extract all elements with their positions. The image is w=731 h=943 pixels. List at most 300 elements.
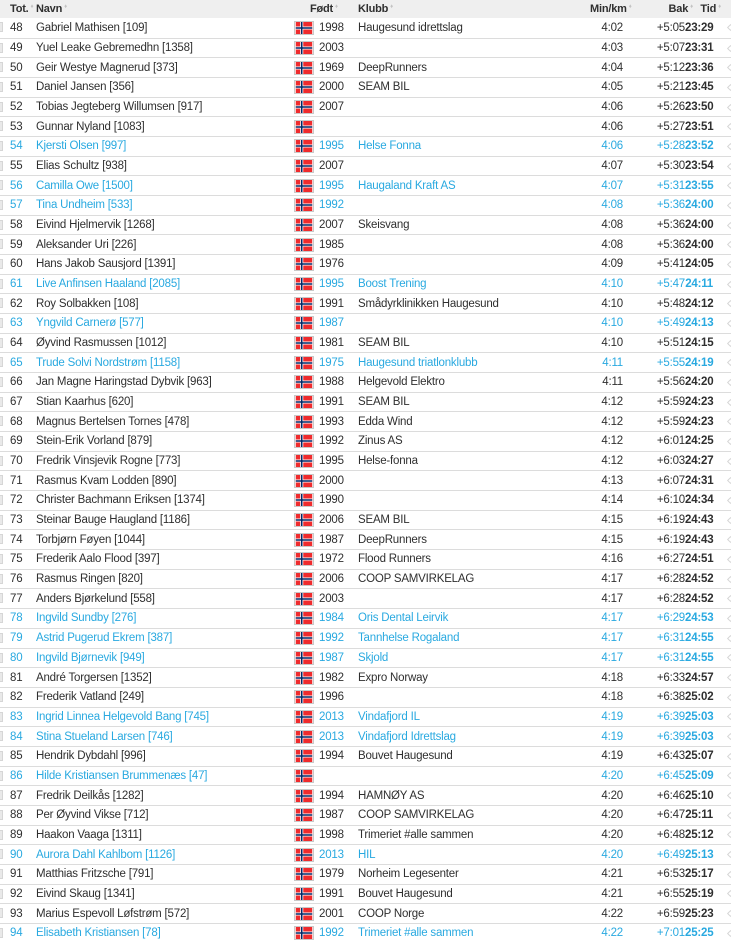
row-left-cut-icon [0,200,3,210]
cell-runner-name[interactable]: Aleksander Uri [226] [36,238,137,251]
table-row[interactable] [0,726,731,746]
row-left-cut-icon [0,436,3,446]
cell-club: Zinus AS [358,435,403,448]
cell-min-per-km: 4:20 [601,789,623,802]
table-row[interactable] [0,136,731,156]
cell-birth-year: 1979 [319,868,344,881]
cell-min-per-km: 4:17 [601,573,623,586]
row-right-cut-icon[interactable] [713,360,731,365]
cell-runner-name[interactable]: Anders Bjørkelund [558] [36,592,155,605]
row-right-cut-icon[interactable] [713,124,731,129]
cell-min-per-km: 4:17 [601,592,623,605]
cell-runner-name[interactable]: Eivind Hjelmervik [1268] [36,219,155,232]
row-right-cut-icon[interactable] [713,380,731,385]
sort-icon[interactable]: ♦ [718,4,721,10]
row-right-cut-icon[interactable] [713,478,731,483]
row-left-cut-icon [0,338,3,348]
table-row[interactable] [0,864,731,884]
row-action-fragment [727,595,731,602]
table-row[interactable] [0,667,731,687]
cell-behind: +5:59 [656,415,685,428]
table-row[interactable] [0,549,731,569]
table-row[interactable] [0,844,731,864]
cell-position: 58 [10,219,23,232]
row-right-cut-icon[interactable] [713,577,731,582]
cell-runner-name[interactable]: Magnus Bertelsen Tornes [478] [36,415,190,428]
row-right-cut-icon[interactable] [713,734,731,739]
cell-position: 81 [10,671,23,684]
row-right-cut-icon[interactable] [713,242,731,247]
cell-time: 24:27 [685,455,714,468]
cell-time: 25:13 [685,848,714,861]
cell-birth-year: 1994 [319,789,344,802]
cell-runner-name[interactable]: Ingrid Linnea Helgevold Bang [745] [36,710,209,723]
row-left-cut-icon [0,830,3,840]
sort-icon[interactable]: ♦ [335,4,338,10]
table-row[interactable] [0,18,731,38]
cell-behind: +5:26 [656,101,685,114]
cell-runner-name[interactable]: Matthias Fritzsche [791] [36,868,154,881]
row-right-cut-icon[interactable] [713,714,731,719]
cell-runner-name[interactable]: Tina Undheim [533] [36,199,133,212]
row-right-cut-icon[interactable] [713,144,731,149]
cell-min-per-km: 4:06 [601,140,623,153]
cell-birth-year: 1987 [319,533,344,546]
cell-club: Helse Fonna [358,140,422,153]
cell-time: 24:23 [685,415,714,428]
cell-behind: +6:27 [656,553,685,566]
cell-position: 64 [10,337,23,350]
cell-min-per-km: 4:21 [601,868,623,881]
row-right-cut-icon[interactable] [713,164,731,169]
row-right-cut-icon[interactable] [713,400,731,405]
cell-runner-name[interactable]: Rasmus Kvam Lodden [890] [36,474,177,487]
norway-flag-icon [295,593,319,605]
header-tid[interactable] [685,3,721,15]
cell-runner-name[interactable]: Christer Bachmann Eriksen [1374] [36,494,205,507]
sort-icon[interactable]: ♦ [390,4,394,10]
cell-behind: +6:38 [656,691,685,704]
table-row[interactable] [0,805,731,825]
row-right-cut-icon[interactable] [713,636,731,641]
row-left-cut-icon [0,279,3,289]
row-right-cut-icon[interactable] [713,616,731,621]
cell-runner-name[interactable]: Øyvind Rasmussen [1012] [36,337,167,350]
header-navn[interactable] [36,3,295,15]
cell-runner-name[interactable]: Ingvild Sundby [276] [36,612,137,625]
row-right-cut-icon[interactable] [713,891,731,896]
norway-flag-icon [295,376,319,388]
row-left-cut-icon [0,121,3,131]
cell-runner-name[interactable]: Hilde Kristiansen Brummenæs [47] [36,769,208,782]
row-right-cut-icon[interactable] [713,46,731,51]
row-right-cut-icon[interactable] [713,655,731,660]
header-navn-label: Navn [36,3,63,15]
cell-runner-name[interactable]: Eivind Skaug [1341] [36,887,135,900]
cell-runner-name[interactable]: Aurora Dahl Kahlbom [1126] [36,848,176,861]
row-right-cut-icon[interactable] [713,203,731,208]
cell-runner-name[interactable]: Per Øyvind Vikse [712] [36,809,149,822]
header-fodt[interactable] [295,3,358,15]
cell-runner-name[interactable]: Frederik Vatland [249] [36,691,144,704]
cell-behind: +6:28 [656,573,685,586]
cell-position: 73 [10,514,23,527]
row-left-cut-icon [0,22,3,32]
row-right-cut-icon[interactable] [713,518,731,523]
table-row[interactable] [0,175,731,195]
row-right-cut-icon[interactable] [713,773,731,778]
norway-flag-icon [295,534,319,546]
row-left-cut-icon [0,515,3,525]
row-right-cut-icon[interactable] [713,341,731,346]
table-row[interactable] [0,38,731,58]
cell-runner-name[interactable]: Steinar Bauge Haugland [1186] [36,514,190,527]
row-left-cut-icon [0,259,3,269]
cell-min-per-km: 4:18 [601,671,623,684]
row-right-cut-icon[interactable] [713,105,731,110]
row-right-cut-icon[interactable] [713,832,731,837]
table-row[interactable] [0,333,731,353]
cell-behind: +5:07 [656,42,685,54]
cell-runner-name[interactable]: Camilla Owe [1500] [36,179,133,192]
table-row[interactable] [0,77,731,97]
cell-time: 25:03 [685,710,714,723]
cell-birth-year: 1976 [319,258,344,271]
header-bak-label: Bak [668,3,689,15]
cell-runner-name[interactable]: Stina Stueland Larsen [746] [36,730,173,743]
header-klubb-label: Klubb [358,3,389,15]
cell-time: 24:51 [685,553,714,566]
cell-behind: +5:47 [656,278,685,291]
row-left-cut-icon [0,731,3,741]
cell-behind: +6:31 [656,632,685,645]
cell-time: 24:52 [685,592,714,605]
norway-flag-icon [295,62,319,74]
cell-runner-name[interactable]: Gabriel Mathisen [109] [36,21,148,34]
table-row[interactable] [0,766,731,786]
row-action-fragment [727,162,731,169]
cell-runner-name[interactable]: Tobias Jegteberg Willumsen [917] [36,101,203,114]
row-action-fragment [727,84,731,91]
row-right-cut-icon[interactable] [713,301,731,306]
header-bak[interactable] [623,3,693,15]
table-row[interactable] [0,923,731,943]
row-right-cut-icon[interactable] [713,25,731,30]
cell-position: 51 [10,81,23,94]
norway-flag-icon [295,809,319,821]
table-row[interactable] [0,628,731,648]
table-row[interactable] [0,195,731,215]
cell-time: 24:31 [685,474,714,487]
table-row[interactable] [0,490,731,510]
table-row[interactable] [0,372,731,392]
table-row[interactable] [0,785,731,805]
cell-birth-year: 1984 [319,612,344,625]
row-left-cut-icon [0,908,3,918]
header-tot[interactable] [0,3,36,15]
table-row[interactable] [0,451,731,471]
cell-runner-name[interactable]: Yngvild Carnerø [577] [36,317,144,330]
row-action-fragment [727,694,731,701]
row-left-cut-icon [0,574,3,584]
cell-position: 75 [10,553,23,566]
header-minkm[interactable] [590,3,632,15]
table-row[interactable] [0,588,731,608]
cell-runner-name[interactable]: Jan Magne Haringstad Dybvik [963] [36,376,212,389]
norway-flag-icon [295,553,319,565]
cell-min-per-km: 4:13 [601,474,623,487]
table-row[interactable] [0,254,731,274]
cell-position: 59 [10,238,23,251]
cell-runner-name[interactable]: Stian Kaarhus [620] [36,396,134,409]
norway-flag-icon [295,435,319,447]
cell-birth-year: 1992 [319,199,344,212]
cell-club: Norheim Legesenter [358,868,459,881]
cell-runner-name[interactable]: Daniel Jansen [356] [36,81,134,94]
cell-birth-year: 1998 [319,21,344,34]
cell-club: Bouvet Haugesund [358,887,453,900]
table-row[interactable] [0,746,731,766]
table-row[interactable] [0,313,731,333]
cell-runner-name[interactable]: Torbjørn Føyen [1044] [36,533,145,546]
cell-behind: +6:48 [656,828,685,841]
cell-runner-name[interactable]: Yuel Leake Gebremedhn [1358] [36,42,193,54]
sort-icon[interactable]: ♦ [64,4,67,10]
table-row[interactable] [0,392,731,412]
cell-position: 67 [10,396,23,409]
row-left-cut-icon [0,495,3,505]
cell-runner-name[interactable]: Marius Espevoll Løfstrøm [572] [36,907,190,920]
row-action-fragment [727,713,731,720]
cell-min-per-km: 4:03 [601,42,623,54]
sort-icon[interactable]: ♦ [30,4,34,10]
cell-time: 24:43 [685,514,714,527]
norway-flag-icon [295,22,319,34]
sort-icon[interactable]: ♦ [628,4,632,10]
cell-time: 24:55 [685,632,714,645]
table-row[interactable] [0,707,731,727]
table-row[interactable] [0,687,731,707]
cell-birth-year: 2003 [319,42,344,54]
cell-runner-name[interactable]: Astrid Pugerud Ekrem [387] [36,632,173,645]
row-right-cut-icon[interactable] [713,911,731,916]
cell-club: Smådyrklinikken Haugesund [358,297,499,310]
cell-behind: +6:47 [656,809,685,822]
table-row[interactable] [0,470,731,490]
cell-position: 50 [10,61,23,74]
cell-runner-name[interactable]: Haakon Vaaga [1311] [36,828,142,841]
cell-behind: +6:03 [656,455,685,468]
cell-behind: +6:10 [656,494,685,507]
table-row[interactable] [0,352,731,372]
cell-behind: +5:41 [656,258,685,271]
cell-time: 24:20 [685,376,714,389]
cell-min-per-km: 4:20 [601,848,623,861]
cell-runner-name[interactable]: Hendrik Dybdahl [996] [36,750,146,763]
table-row[interactable] [0,215,731,235]
cell-time: 24:53 [685,612,714,625]
table-row[interactable] [0,825,731,845]
table-row[interactable] [0,97,731,117]
row-right-cut-icon[interactable] [713,223,731,228]
cell-time: 24:05 [685,258,714,271]
cell-runner-name[interactable]: Roy Solbakken [108] [36,297,139,310]
norway-flag-icon [295,731,319,743]
cell-club: Helse-fonna [358,455,418,468]
cell-min-per-km: 4:10 [601,278,623,291]
cell-position: 80 [10,651,23,664]
norway-flag-icon [295,908,319,920]
cell-birth-year: 1991 [319,887,344,900]
table-row[interactable] [0,884,731,904]
table-row[interactable] [0,411,731,431]
norway-flag-icon [295,770,319,782]
row-right-cut-icon[interactable] [713,537,731,542]
row-left-cut-icon [0,141,3,151]
row-action-fragment [727,635,731,642]
table-row[interactable] [0,510,731,530]
cell-time: 24:00 [685,199,714,212]
cell-time: 23:55 [685,179,714,192]
cell-position: 82 [10,691,23,704]
sort-icon[interactable]: ♦ [690,4,693,10]
cell-club: Helgevold Elektro [358,376,445,389]
cell-runner-name[interactable]: Stein-Erik Vorland [879] [36,435,153,448]
cell-time: 23:36 [685,61,714,74]
cell-runner-name[interactable]: Elias Schultz [938] [36,160,127,173]
row-left-cut-icon [0,534,3,544]
row-action-fragment [727,851,731,858]
norway-flag-icon [295,278,319,290]
cell-club: Edda Wind [358,415,413,428]
header-klubb[interactable] [358,3,590,15]
row-right-cut-icon[interactable] [713,321,731,326]
row-action-fragment [727,812,731,819]
cell-birth-year: 1975 [319,356,344,369]
cell-runner-name[interactable]: Hans Jakob Sausjord [1391] [36,258,176,271]
row-left-cut-icon [0,790,3,800]
row-left-cut-icon [0,62,3,72]
cell-birth-year: 1991 [319,297,344,310]
row-action-fragment [727,222,731,229]
cell-time: 24:34 [685,494,714,507]
cell-runner-name[interactable]: Geir Westye Magnerud [373] [36,61,178,74]
cell-min-per-km: 4:19 [601,730,623,743]
cell-club: Haugesund triatlonklubb [358,356,478,369]
cell-runner-name[interactable]: Live Anfinsen Haaland [2085] [36,278,181,291]
row-right-cut-icon[interactable] [713,498,731,503]
cell-runner-name[interactable]: Kjersti Olsen [997] [36,140,127,153]
row-left-cut-icon [0,377,3,387]
row-right-cut-icon[interactable] [713,459,731,464]
norway-flag-icon [295,396,319,408]
row-right-cut-icon[interactable] [713,65,731,70]
cell-min-per-km: 4:08 [601,199,623,212]
table-row[interactable] [0,569,731,589]
table-row[interactable] [0,648,731,668]
cell-runner-name[interactable]: Trude Solvi Nordstrøm [1158] [36,356,180,369]
cell-min-per-km: 4:17 [601,612,623,625]
norway-flag-icon [295,140,319,152]
row-action-fragment [727,792,731,799]
norway-flag-icon [295,927,319,939]
row-right-cut-icon[interactable] [713,675,731,680]
cell-runner-name[interactable]: Fredrik Vinsjevik Rogne [773] [36,455,181,468]
table-row[interactable] [0,293,731,313]
row-right-cut-icon[interactable] [713,557,731,562]
cell-position: 94 [10,927,23,940]
row-right-cut-icon[interactable] [713,872,731,877]
row-action-fragment [727,320,731,327]
cell-time: 24:19 [685,356,714,369]
cell-club: Trimeriet #alle sammen [358,828,474,841]
row-right-cut-icon[interactable] [713,695,731,700]
cell-position: 93 [10,907,23,920]
cell-runner-name[interactable]: André Torgersen [1352] [36,671,152,684]
row-left-cut-icon [0,102,3,112]
row-right-cut-icon[interactable] [713,754,731,759]
cell-position: 71 [10,474,23,487]
cell-position: 54 [10,140,23,153]
row-right-cut-icon[interactable] [713,813,731,818]
row-right-cut-icon[interactable] [713,793,731,798]
cell-runner-name[interactable]: Rasmus Ringen [820] [36,573,143,586]
cell-time: 24:00 [685,238,714,251]
cell-time: 25:07 [685,750,714,763]
cell-time: 25:19 [685,887,714,900]
cell-behind: +6:31 [656,651,685,664]
cell-runner-name[interactable]: Frederik Aalo Flood [397] [36,553,160,566]
cell-birth-year: 1987 [319,317,344,330]
row-action-fragment [727,458,731,465]
cell-position: 90 [10,848,23,861]
row-right-cut-icon[interactable] [713,282,731,287]
cell-behind: +7:01 [656,927,685,940]
row-left-cut-icon [0,712,3,722]
row-right-cut-icon[interactable] [713,439,731,444]
row-right-cut-icon[interactable] [713,262,731,267]
cell-birth-year: 1995 [319,140,344,153]
table-row[interactable] [0,608,731,628]
row-right-cut-icon[interactable] [713,85,731,90]
row-right-cut-icon[interactable] [713,183,731,188]
table-row[interactable] [0,156,731,176]
table-row[interactable] [0,431,731,451]
norway-flag-icon [295,357,319,369]
row-action-fragment [727,930,731,937]
norway-flag-icon [295,829,319,841]
cell-position: 85 [10,750,23,763]
row-action-fragment [727,300,731,307]
cell-runner-name[interactable]: Gunnar Nyland [1083] [36,120,145,133]
table-row[interactable] [0,903,731,923]
row-right-cut-icon[interactable] [713,931,731,936]
row-right-cut-icon[interactable] [713,596,731,601]
row-action-fragment [727,340,731,347]
table-row[interactable] [0,274,731,294]
table-row[interactable] [0,529,731,549]
cell-behind: +5:36 [656,199,685,212]
row-right-cut-icon[interactable] [713,852,731,857]
row-right-cut-icon[interactable] [713,419,731,424]
table-row[interactable] [0,57,731,77]
table-row[interactable] [0,116,731,136]
cell-runner-name[interactable]: Fredrik Deilkås [1282] [36,789,144,802]
table-row[interactable] [0,234,731,254]
cell-club: Boost Trening [358,278,427,291]
cell-runner-name[interactable]: Elisabeth Kristiansen [78] [36,927,161,940]
cell-runner-name[interactable]: Ingvild Bjørnevik [949] [36,651,145,664]
